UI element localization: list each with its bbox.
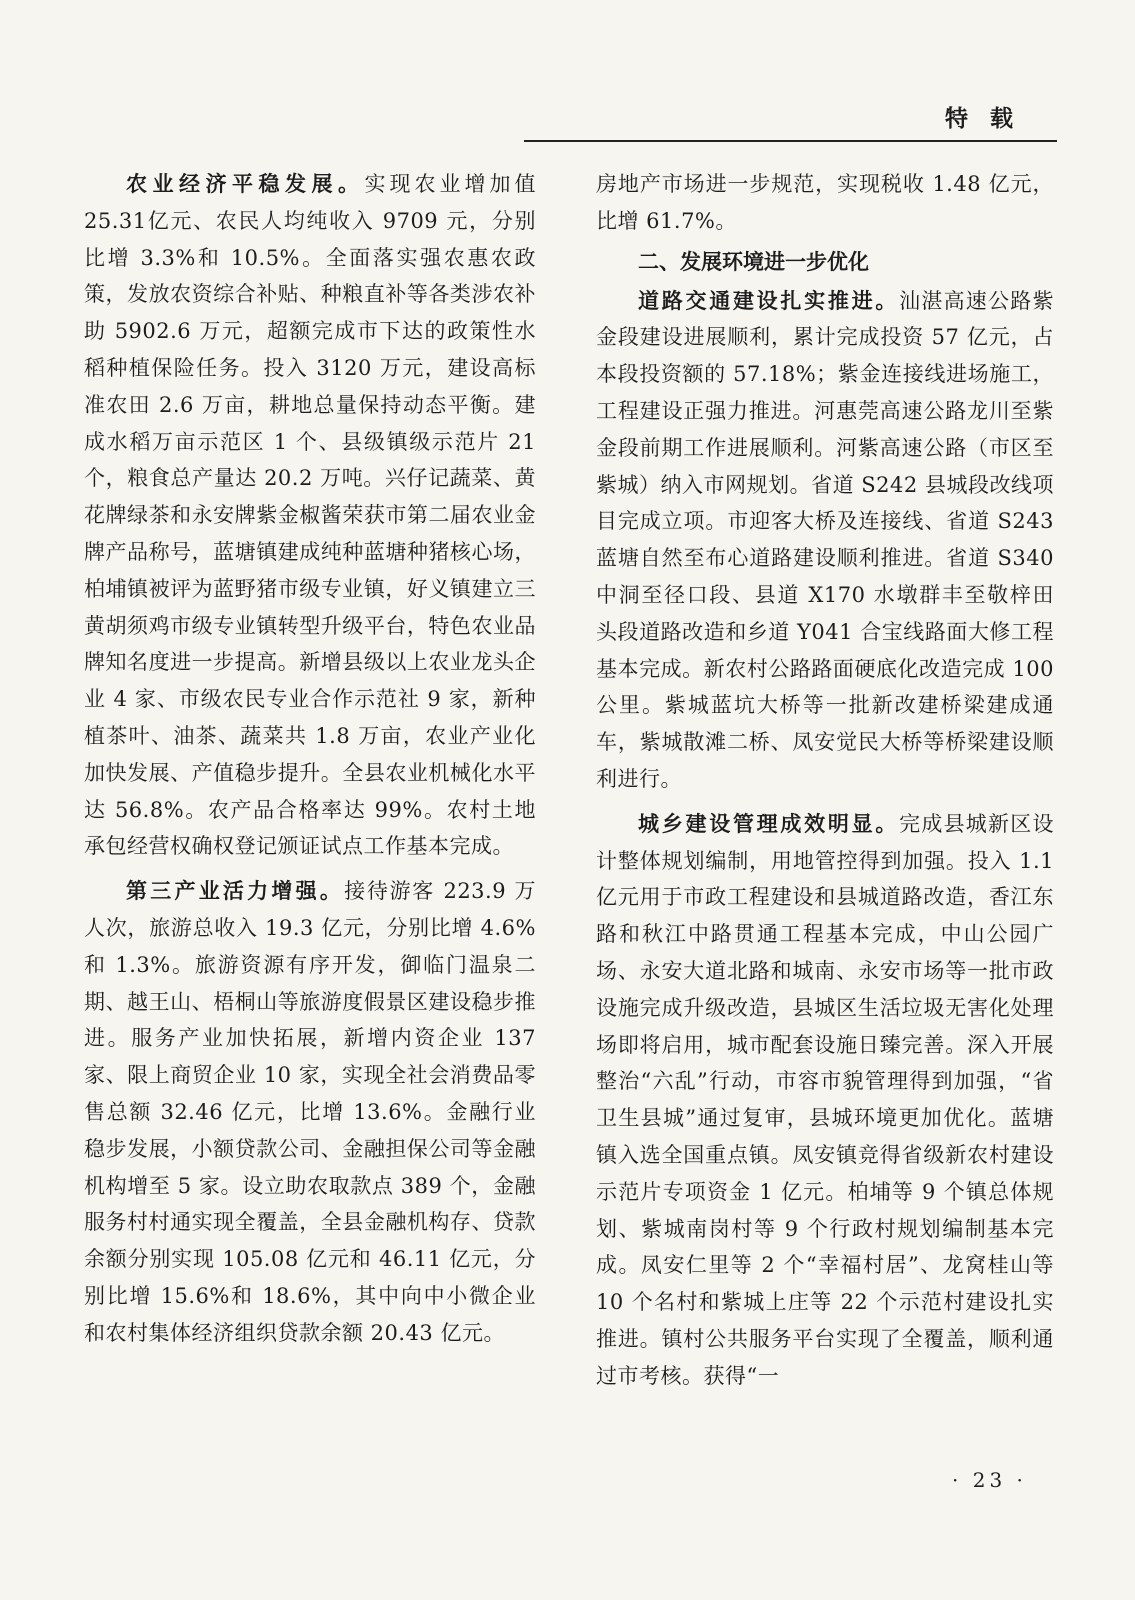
- paragraph-body: 实现农业增加值25.31亿元、农民人均纯收入 9709 元，分别比增 3.3%和 10.5%。全面落实强农惠农政策，发放农资综合补贴、种粮直补等各类涉农补助 5902.6 万元，超额完成市下达的政策性水稻种植保险任务。投入 3120 万元，建设高标准农田 2.6 万亩，耕地总量保持动态平衡。建成水稻万亩示范区 1 个、县级镇级示范片 21 个，粮食总产量达 20.2 万吨。兴仔记蔬菜、黄花牌绿茶和永安牌紫金椒酱荣获市第二届农业金牌产品称号，蓝塘镇建成纯种蓝塘种猪核心场，柏埔镇被评为蓝野猪市级专业镇，好义镇建立三黄胡须鸡市级专业镇转型升级平台，特色农业品牌知名度进一步提高。新增县级以上农业龙头企业 4 家、市级农民专业合作示范社 9 家，新种植茶叶、油茶、蔬菜共 1.8 万亩，农业产业化加快发展、产值稳步提升。全县农业机械化水平达 56.8%。农产品合格率达 99%。农村土地承包经营权确权登记颁证试点工作基本完成。: [84, 172, 536, 859]
- page-number: · 23 ·: [952, 1468, 1027, 1492]
- paragraph-lead: 城乡建设管理成效明显。: [638, 810, 900, 836]
- paragraph-lead: 农业经济平稳发展。: [126, 171, 365, 196]
- paragraph-tertiary-industry: [84, 873, 536, 1351]
- paragraph-lead: 第三产业活力增强。: [126, 878, 345, 904]
- section-heading: 二、发展环境进一步优化: [638, 249, 869, 274]
- paragraph-continuation: 房地产市场进一步规范，实现税收 1.48 亿元，比增 61.7%。: [596, 172, 1054, 233]
- paragraph-body: 接待游客 223.9 万人次，旅游总收入 19.3 亿元，分别比增 4.6%和 1.3%。旅游资源有序开发，御临门温泉二期、越王山、梧桐山等旅游度假景区建设稳步推进。服务产业加快拓展，新增内资企业 137 家、限上商贸企业 10 家，实现全社会消费品零售总额 32.46 亿元，比增 13.6%。金融行业稳步发展，小额贷款公司、金融担保公司等金融机构增至 5 家。设立助农取款点 389 个，金融服务村村通实现全覆盖，全县金融机构存、贷款余额分别实现 105.08 亿元和 46.11 亿元，分别比增 15.6%和 18.6%，其中向中小微企业和农村集体经济组织贷款余额 20.43 亿元。: [84, 879, 536, 1345]
- right-column: [596, 166, 1054, 1403]
- left-column: [84, 166, 536, 1360]
- header-rule: [524, 140, 1057, 142]
- paragraph-agriculture: [84, 166, 536, 865]
- section-title: 特载: [945, 106, 1035, 132]
- paragraph-transport: [596, 283, 1054, 798]
- paragraph-body: 完成县城新区设计整体规划编制，用地管控得到加强。投入 1.1 亿元用于市政工程建设和县城道路改造，香江东路和秋江中路贯通工程基本完成，中山公园广场、永安大道北路和城南、永安市场等一批市政设施完成升级改造，县城区生活垃圾无害化处理场即将启用，城市配套设施日臻完善。深入开展整治“六乱”行动，市容市貌管理得到加强，“省卫生县城”通过复审，县城环境更加优化。蓝塘镇入选全国重点镇。凤安镇竞得省级新农村建设示范片专项资金 1 亿元。柏埔等 9 个镇总体规划、紫城南岗村等 9 个行政村规划编制基本完成。凤安仁里等 2 个“幸福村居”、龙窝桂山等 10 个名村和紫城上庄等 22 个示范村建设扎实推进。镇村公共服务平台实现了全覆盖，顺利通过市考核。获得“一: [596, 811, 1055, 1388]
- paragraph-lead: 道路交通建设扎实推进。: [638, 287, 900, 313]
- paragraph-body: 汕湛高速公路紫金段建设进展顺利，累计完成投资 57 亿元，占本段投资额的 57.18%；紫金连接线进场施工，工程建设正强力推进。河惠莞高速公路龙川至紫金段前期工作进展顺利。河紫高速公路（市区至紫城）纳入市网规划。省道 S242 县城段改线项目完成立项。市迎客大桥及连接线、省道 S243 蓝塘自然至布心道路建设顺利推进。省道 S340 中洞至径口段、县道 X170 水墩群丰至敬梓田头段道路改造和乡道 Y041 合宝线路面大修工程基本完成。新农村公路路面硬底化改造完成 100 公里。紫城蓝坑大桥等一批新改建桥梁建成通车，紫城散滩二桥、凤安觉民大桥等桥梁建设顺利进行。: [596, 288, 1055, 791]
- paragraph-urban-construction: [596, 806, 1054, 1395]
